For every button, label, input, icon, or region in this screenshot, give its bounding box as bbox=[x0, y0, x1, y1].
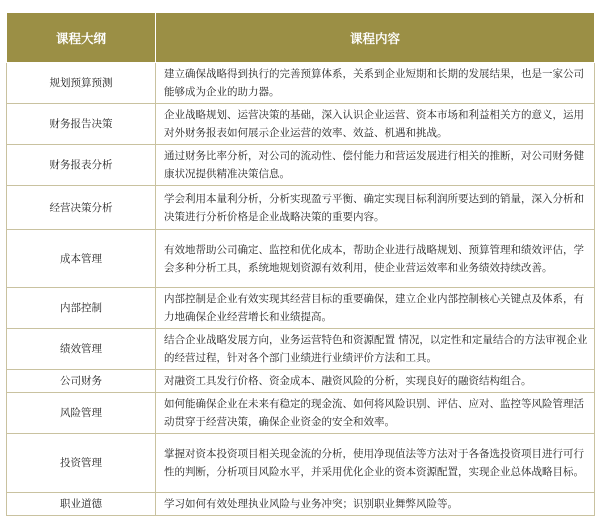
row-category: 投资管理 bbox=[7, 434, 156, 493]
table-row bbox=[7, 186, 595, 230]
header-course-outline: 课程大纲 bbox=[7, 13, 156, 63]
table-row bbox=[7, 104, 595, 145]
table-row bbox=[7, 145, 595, 186]
table-row bbox=[7, 393, 595, 434]
table-row bbox=[7, 288, 595, 329]
course-outline-table bbox=[6, 12, 595, 516]
row-content: 如何能确保企业在未来有稳定的现金流、如何将风险识别、评估、应对、监控等风险管理活动贯穿于经营决策，确保企业资金的安全和效率。 bbox=[156, 393, 595, 434]
row-content: 学会利用本量利分析，分析实现盈亏平衡、确定实现目标利润所要达到的销量，深入分析和决策进行分析价格是企业战略决策的重要内容。 bbox=[156, 186, 595, 230]
row-category: 成本管理 bbox=[7, 230, 156, 288]
row-content: 学习如何有效处理执业风险与业务冲突；识别职业舞弊风险等。 bbox=[156, 493, 595, 516]
row-category: 经营决策分析 bbox=[7, 186, 156, 230]
row-content: 掌握对资本投资项目相关现金流的分析，使用净现值法等方法对于各备选投资项目进行可行性的判断，分析项目风险水平，并采用优化企业的资本资源配置，实现企业总体战略目标。 bbox=[156, 434, 595, 493]
row-content: 有效地帮助公司确定、监控和优化成本，帮助企业进行战略规划、预算管理和绩效评估，学会多种分析工具，系统地规划资源有效利用，使企业营运效率和业务绩效持续改善。 bbox=[156, 230, 595, 288]
row-category: 财务报告决策 bbox=[7, 104, 156, 145]
row-content: 通过财务比率分析，对公司的流动性、偿付能力和营运发展进行相关的推断，对公司财务健康状况提供精准决策信息。 bbox=[156, 145, 595, 186]
row-category: 规划预算预测 bbox=[7, 63, 156, 104]
row-category: 职业道德 bbox=[7, 493, 156, 516]
row-content: 建立确保战略得到执行的完善预算体系，关系到企业短期和长期的发展结果，也是一家公司能够成为企业的助力器。 bbox=[156, 63, 595, 104]
table-row bbox=[7, 434, 595, 493]
row-content: 对融资工具发行价格、资金成本、融资风险的分析，实现良好的融资结构组合。 bbox=[156, 370, 595, 393]
row-category: 绩效管理 bbox=[7, 329, 156, 370]
row-category: 内部控制 bbox=[7, 288, 156, 329]
row-category: 风险管理 bbox=[7, 393, 156, 434]
header-course-content: 课程内容 bbox=[156, 13, 595, 63]
table-row bbox=[7, 329, 595, 370]
row-content: 内部控制是企业有效实现其经营目标的重要确保，建立企业内部控制核心关键点及体系，有力地确保企业经营增长和业绩提高。 bbox=[156, 288, 595, 329]
table-header-row bbox=[7, 13, 595, 63]
row-category: 公司财务 bbox=[7, 370, 156, 393]
row-content: 结合企业战略发展方向，业务运营特色和资源配置 情况，以定性和定量结合的方法审视企业的经营过程，针对各个部门业绩进行业绩评价方法和工具。 bbox=[156, 329, 595, 370]
row-content: 企业战略规划、运营决策的基础，深入认识企业运营、资本市场和利益相关方的意义，运用对外财务报表如何展示企业运营的效率、效益、机遇和挑战。 bbox=[156, 104, 595, 145]
table-row bbox=[7, 63, 595, 104]
table-row bbox=[7, 370, 595, 393]
row-category: 财务报表分析 bbox=[7, 145, 156, 186]
table-row bbox=[7, 230, 595, 288]
